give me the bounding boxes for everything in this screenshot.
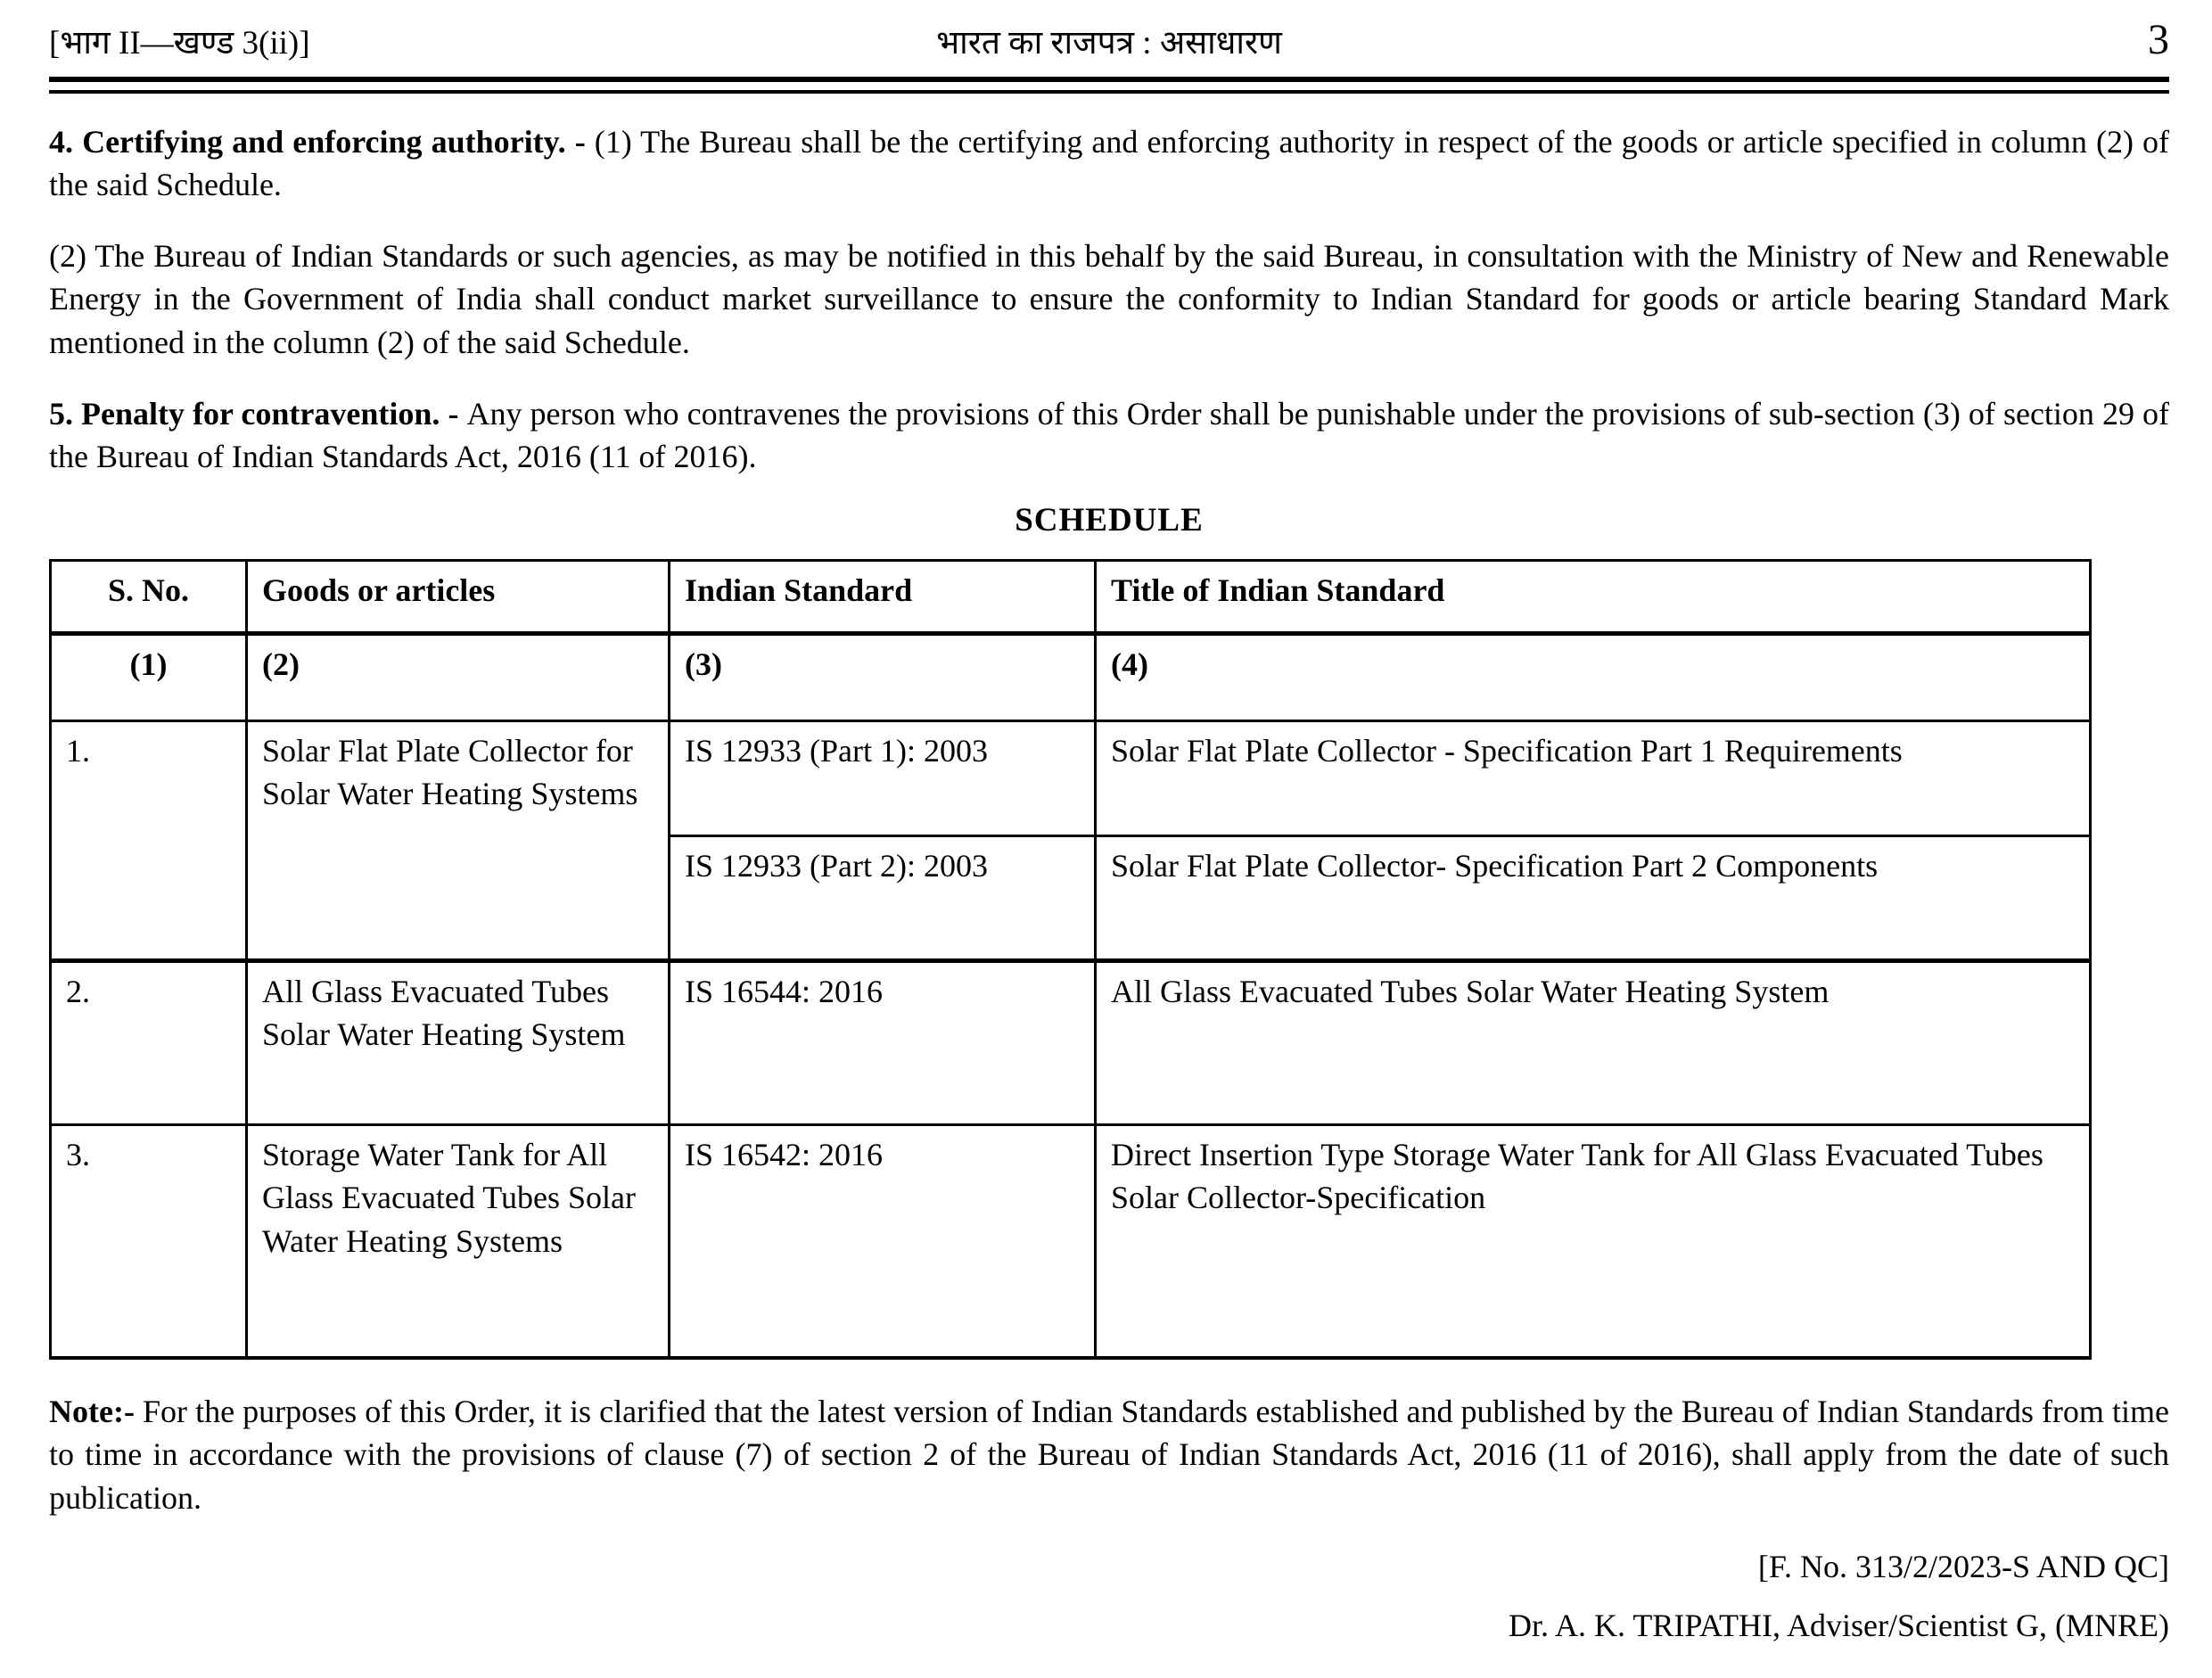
note-text: For the purposes of this Order, it is clarified that the latest version of Indian Standards established and published by the Bureau of Indian Standards from time to time in accordance with the provisions of clause (7) of section 2 of the Bureau of Indian Standards Act, 2016 (11 of 2016), shall apply from the date of such publication. <box>49 1394 2169 1516</box>
schedule-table <box>49 559 2092 1360</box>
row-1-standard-part-1: IS 12933 (Part 1): 2003 <box>670 721 1096 836</box>
row-2-standard: IS 16544: 2016 <box>670 961 1096 1125</box>
clause-5-heading: 5. Penalty for contravention. - <box>49 395 467 432</box>
column-header-title: Title of Indian Standard <box>1096 561 2091 634</box>
note-heading: Note:- <box>49 1394 144 1430</box>
clause-4-paragraph <box>49 120 2169 206</box>
row-3-sno: 3. <box>51 1125 247 1359</box>
column-number-2: (2) <box>247 634 670 721</box>
column-number-3: (3) <box>670 634 1096 721</box>
file-number: [F. No. 313/2/2023-S AND QC] <box>1757 1548 2169 1584</box>
header-part-section: [भाग II—खण्ड 3(ii)] <box>49 25 310 62</box>
row-1-goods: Solar Flat Plate Collector for Solar Water Heating Systems <box>247 721 670 961</box>
clause-4-heading: 4. Certifying and enforcing authority. - <box>49 123 595 160</box>
column-number-row <box>51 634 2091 721</box>
row-1-sno: 1. <box>51 721 247 961</box>
row-3-goods: Storage Water Tank for All Glass Evacuated Tubes Solar Water Heating Systems <box>247 1125 670 1359</box>
running-head <box>49 14 2169 66</box>
page-number: 3 <box>2148 16 2170 63</box>
row-2-title: All Glass Evacuated Tubes Solar Water Heating System <box>1096 961 2091 1125</box>
column-header-sno: S. No. <box>51 561 247 634</box>
row-1-title-part-1: Solar Flat Plate Collector - Specification Part 1 Requirements <box>1096 721 2091 836</box>
clause-4-sub-2-paragraph <box>49 234 2169 364</box>
table-row <box>51 961 2091 1125</box>
schedule-title: SCHEDULE <box>1015 502 1204 539</box>
header-double-rule <box>49 77 2169 94</box>
header-gazette-title: भारत का राजपत्र : असाधारण <box>936 25 1282 62</box>
row-1-standard-part-2: IS 12933 (Part 2): 2003 <box>670 836 1096 961</box>
column-header-standard: Indian Standard <box>670 561 1096 634</box>
column-header-goods: Goods or articles <box>247 561 670 634</box>
column-number-1: (1) <box>51 634 247 721</box>
row-3-title: Direct Insertion Type Storage Water Tank for All Glass Evacuated Tubes Solar Collector-Specification <box>1096 1125 2091 1359</box>
signatory-line: Dr. A. K. TRIPATHI, Adviser/Scientist G, (MNRE) <box>1508 1607 2169 1643</box>
table-row <box>51 1125 2091 1359</box>
row-2-goods: All Glass Evacuated Tubes Solar Water Heating System <box>247 961 670 1125</box>
clause-4-text: (1) The Bureau shall be the certifying and enforcing authority in respect of the goods or article specified in column (2) of the said Schedule. <box>49 123 2169 202</box>
clause-5-paragraph <box>49 392 2169 478</box>
note-paragraph <box>49 1390 2169 1519</box>
table-row <box>51 721 2091 836</box>
row-1-title-part-2: Solar Flat Plate Collector- Specification Part 2 Components <box>1096 836 2091 961</box>
column-number-4: (4) <box>1096 634 2091 721</box>
row-2-sno: 2. <box>51 961 247 1125</box>
table-header-row <box>51 561 2091 634</box>
row-3-standard: IS 16542: 2016 <box>670 1125 1096 1359</box>
clause-5-text: Any person who contravenes the provisions of this Order shall be punishable under the provisions of sub-section (3) of section 29 of the Bureau of Indian Standards Act, 2016 (11 of 2016). <box>49 395 2169 474</box>
clause-4-sub-2-text: (2) The Bureau of Indian Standards or such agencies, as may be notified in this behalf by the said Bureau, in consultation with the Ministry of New and Renewable Energy in the Government of India shall conduct market surveillance to ensure the conformity to Indian Standard for goods or article bearing Standard Mark mentioned in the column (2) of the said Schedule. <box>49 238 2169 360</box>
